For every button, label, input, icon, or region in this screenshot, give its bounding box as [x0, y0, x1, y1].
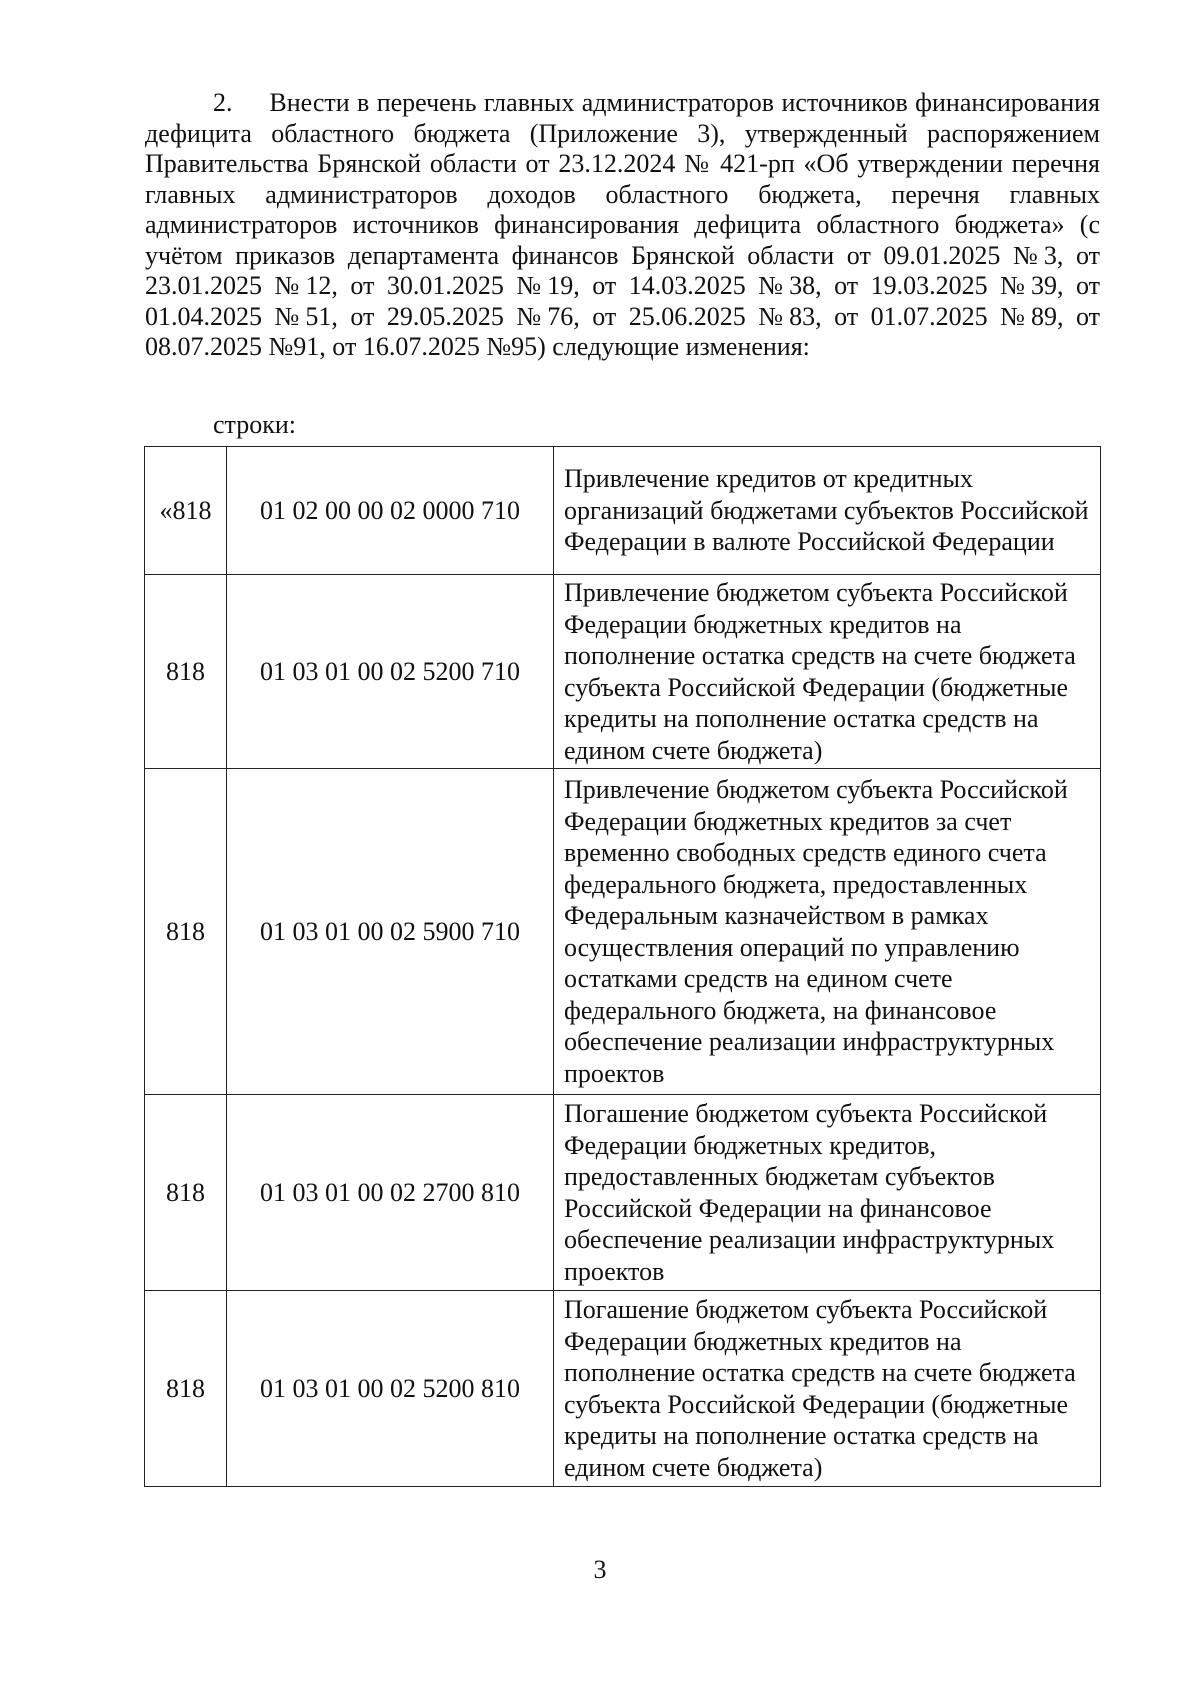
admin-code-cell: 818 — [145, 575, 227, 769]
admin-code-cell: «818 — [145, 447, 227, 575]
table-row — [145, 769, 1101, 1095]
source-code-cell: 01 02 00 00 02 0000 710 — [227, 447, 554, 575]
source-code-cell: 01 03 01 00 02 5200 810 — [227, 1291, 554, 1487]
source-name-cell: Погашение бюджетом субъекта Российской Федерации бюджетных кредитов, предоставленных бюджетам субъектов Российской Федерации на финансовое обеспечение реализации инфраструктурных проектов — [554, 1095, 1101, 1291]
source-name-cell: Привлечение кредитов от кредитных организаций бюджетами субъектов Российской Федерации в валюте Российской Федерации — [554, 447, 1101, 575]
admin-code-cell: 818 — [145, 1291, 227, 1487]
page-number: 3 — [593, 1555, 607, 1584]
admin-code-cell: 818 — [145, 1095, 227, 1291]
source-code-cell: 01 03 01 00 02 2700 810 — [227, 1095, 554, 1291]
admin-code-cell: 818 — [145, 769, 227, 1095]
source-name-cell: Погашение бюджетом субъекта Российской Федерации бюджетных кредитов на пополнение остатка средств на счете бюджета субъекта Российской Федерации (бюджетные кредиты на пополнение остатка средств на едином счете бюджета) — [554, 1291, 1101, 1487]
sources-table — [144, 446, 1101, 1487]
table-row — [145, 1291, 1101, 1487]
table-row — [145, 447, 1101, 575]
table-row — [145, 1095, 1101, 1291]
source-code-cell: 01 03 01 00 02 5900 710 — [227, 769, 554, 1095]
source-name-cell: Привлечение бюджетом субъекта Российской Федерации бюджетных кредитов на пополнение остатка средств на счете бюджета субъекта Российской Федерации (бюджетные кредиты на пополнение остатка средств на едином счете бюджета) — [554, 575, 1101, 769]
source-name-cell: Привлечение бюджетом субъекта Российской Федерации бюджетных кредитов за счет временно свободных средств единого счета федерального бюджета, предоставленных Федеральным казначейством в рамках осуществления операций по управлению остатками средств на едином счете федерального бюджета, на финансовое обеспечение реализации инфраструктурных проектов — [554, 769, 1101, 1095]
source-code-cell: 01 03 01 00 02 5200 710 — [227, 575, 554, 769]
strings-label: строки: — [213, 410, 296, 439]
table-row — [145, 575, 1101, 769]
paragraph-text: 2. Внести в перечень главных администраторов источников финансирования дефицита областного бюджета (Приложение 3), утвержденный распоряжением Правительства Брянской области от 23.12.2024 № 421-рп «Об утверждении перечня главных администраторов доходов областного бюджета, перечня главных администраторов источников финансирования дефицита областного бюджета» (с учётом приказов департамента финансов Брянской области от 09.01.2025 №3, от 23.01.2025 №12, от 30.01.2025 №19, от 14.03.2025 №38, от 19.03.2025 №39, от 01.04.2025 №51, от 29.05.2025 №76, от 25.06.2025 №83, от 01.07.2025 №89, от 08.07.2025 №91, от 16.07.2025 №95) следующие изменения: — [145, 88, 1100, 361]
amendment-paragraph — [145, 88, 1100, 363]
